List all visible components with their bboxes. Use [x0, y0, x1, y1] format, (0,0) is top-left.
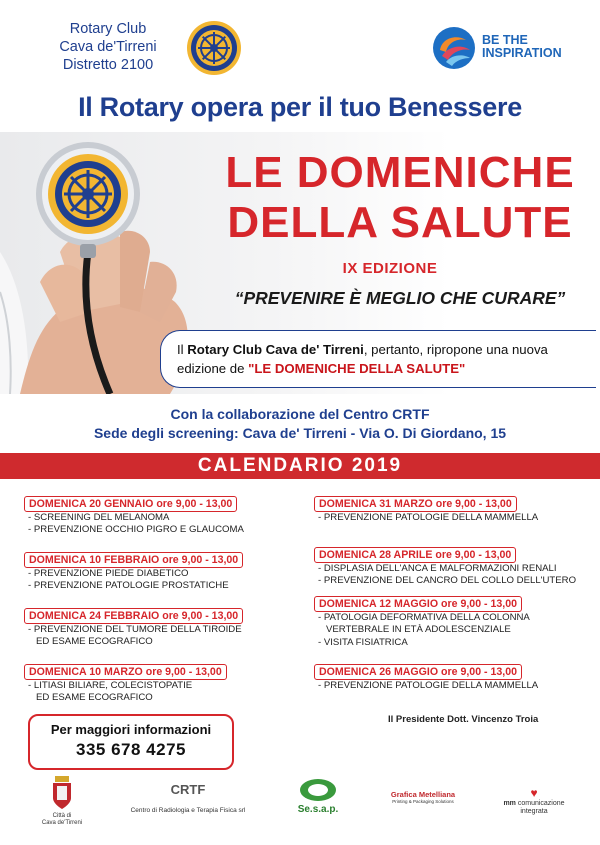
crtf-label: CRTF — [170, 782, 206, 797]
sesap-logo — [290, 778, 346, 815]
event-10-febbraio — [24, 550, 243, 593]
event-line: - PREVENZIONE DEL CANCRO DEL COLLO DELL'UTERO — [318, 575, 577, 587]
event-line: - PREVENZIONE PATOLOGIE DELLA MAMMELLA — [318, 680, 539, 691]
heart-icon: ♥ — [530, 786, 538, 800]
slogan: “PREVENIRE È MEGLIO CHE CURARE” — [234, 288, 566, 308]
president-signature: Il Presidente Dott. Vincenzo Troia — [388, 714, 539, 725]
title-line-1: LE DOMENICHE — [225, 148, 575, 197]
event-line: - PREVENZIONE OCCHIO PIGRO E GLAUCOMA — [28, 524, 244, 536]
rotary-wheel-logo — [186, 20, 242, 76]
event-24-febbraio — [24, 606, 243, 649]
be-the-inspiration-logo — [432, 26, 476, 70]
event-10-marzo — [24, 662, 227, 705]
event-line: - PATOLOGIA DEFORMATIVA DELLA COLONNA — [318, 612, 530, 623]
comune-logo: Città di Cava de'Tirreni — [40, 776, 84, 827]
info-title: Per maggiori informazioni — [50, 722, 212, 737]
event-line: - VISITA FISIATRICA — [318, 636, 408, 648]
intro-club-name: Rotary Club Cava de' Tirreni — [187, 342, 364, 357]
event-31-marzo — [314, 494, 538, 524]
club-name — [38, 20, 178, 74]
mm-tag: mm — [503, 800, 516, 807]
event-date: DOMENICA 28 APRILE ore 9,00 - 13,00 — [314, 547, 516, 563]
event-line: - PREVENZIONE DEL TUMORE DELLA TIROIDE — [28, 624, 242, 635]
mm-comunicazione-logo — [496, 786, 572, 816]
event-date: DOMENICA 10 FEBBRAIO ore 9,00 - 13,00 — [24, 552, 243, 568]
event-date: DOMENICA 26 MAGGIO ore 9,00 - 13,00 — [314, 664, 522, 680]
event-12-maggio — [314, 594, 530, 649]
collaboration-line: Con la collaborazione del Centro CRTF — [170, 406, 430, 422]
title-line-2: DELLA SALUTE — [227, 198, 573, 247]
grafica-sub: Printing & Packaging Solutions — [392, 799, 454, 804]
coat-of-arms-icon — [51, 776, 73, 810]
screening-location-line: Sede degli screening: Cava de' Tirreni - Via O. Di Giordano, 15 — [93, 425, 507, 441]
be-the-inspiration-text: BE THE INSPIRATION — [482, 33, 562, 60]
event-line: - PREVENZIONE PIEDE DIABETICO — [28, 568, 189, 579]
intro-box — [160, 330, 596, 388]
event-line: ED ESAME ECOGRAFICO — [36, 692, 153, 704]
event-date: DOMENICA 31 MARZO ore 9,00 - 13,00 — [314, 496, 517, 512]
headline: Il Rotary opera per il tuo Benessere — [78, 92, 522, 122]
event-date: DOMENICA 12 MAGGIO ore 9,00 - 13,00 — [314, 596, 522, 612]
event-line: - PREVENZIONE PATOLOGIE PROSTATICHE — [28, 580, 229, 592]
intro-text-2: , pertanto, ripropone una nuova edizione de — [177, 342, 548, 376]
sesap-icon — [298, 778, 338, 802]
event-date: DOMENICA 20 GENNAIO ore 9,00 - 13,00 — [24, 496, 237, 512]
event-line: - SCREENING DEL MELANOMA — [28, 512, 170, 523]
edition-label: IX EDIZIONE — [342, 260, 438, 277]
crtf-sub: Centro di Radiologia e Terapia Fisica srl — [130, 807, 246, 814]
event-26-maggio — [314, 662, 538, 692]
event-line: ED ESAME ECOGRAFICO — [36, 636, 153, 648]
event-line: - DISPLASIA DELL'ANCA E MALFORMAZIONI RENALI — [318, 563, 557, 574]
grafica-label: Grafica Metelliana — [390, 790, 456, 799]
event-line: - PREVENZIONE PATOLOGIE DELLA MAMMELLA — [318, 512, 539, 523]
mm-line2: integrata — [520, 808, 548, 815]
event-line: - LITIASI BILIARE, COLECISTOPATIE — [28, 680, 193, 691]
mm-line1: comunicazione — [517, 800, 565, 807]
event-20-gennaio — [24, 494, 244, 537]
intro-text-1: Il — [177, 342, 188, 357]
event-28-aprile — [314, 545, 576, 588]
intro-event-name: "LE DOMENICHE DELLA SALUTE" — [248, 361, 466, 376]
calendar-title: CALENDARIO 2019 — [197, 455, 403, 476]
club-line-1: Rotary Club — [69, 21, 147, 37]
grafica-metelliana-logo — [378, 790, 468, 804]
event-date: DOMENICA 10 MARZO ore 9,00 - 13,00 — [24, 664, 227, 680]
club-line-2: Cava de'Tirreni — [59, 39, 157, 55]
sesap-label: Se.s.a.p. — [297, 804, 339, 815]
info-phone[interactable]: 335 678 4275 — [76, 740, 186, 759]
crtf-logo — [128, 782, 248, 814]
club-line-3: Distretto 2100 — [62, 57, 154, 73]
event-date: DOMENICA 24 FEBBRAIO ore 9,00 - 13,00 — [24, 608, 243, 624]
event-line: VERTEBRALE IN ETÀ ADOLESCENZIALE — [326, 624, 511, 636]
